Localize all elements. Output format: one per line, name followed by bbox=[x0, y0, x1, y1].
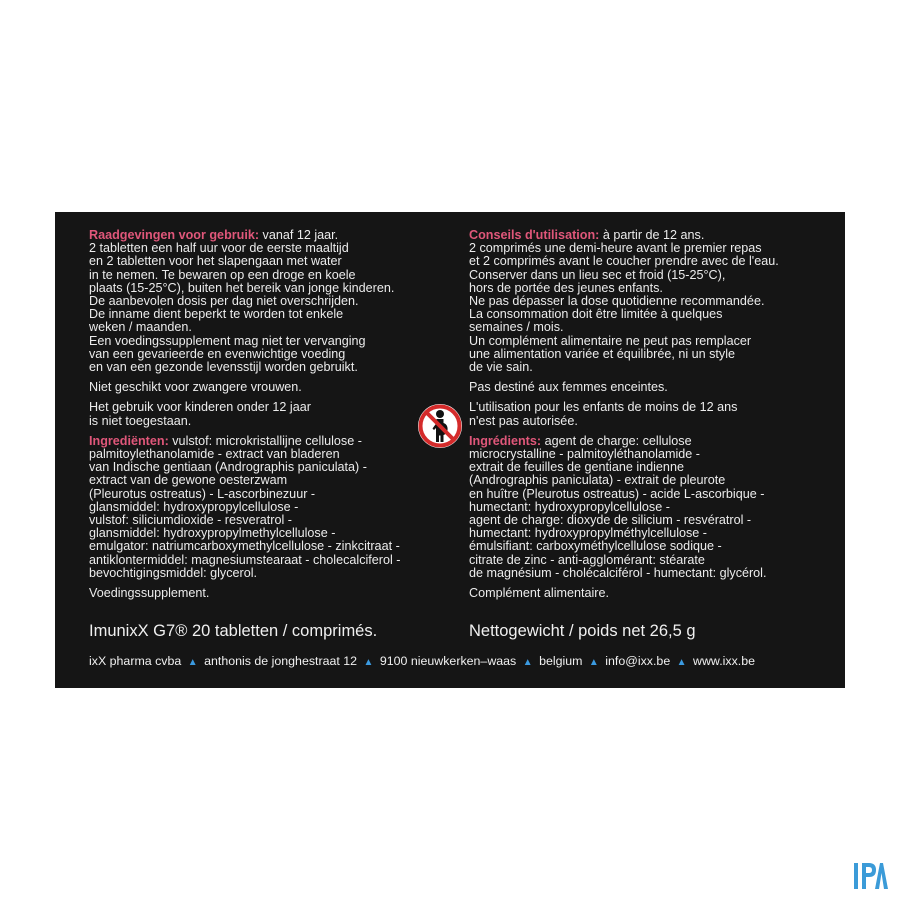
supplement-label: Complément alimentaire. bbox=[469, 586, 609, 601]
usage-heading: Conseils d'utilisation: bbox=[469, 228, 600, 242]
supplement-label: Voedingssupplement. bbox=[89, 586, 210, 601]
ingredients-line: agent de charge: dioxyde de silicium - resvératrol - bbox=[469, 513, 752, 528]
usage-line: Conserver dans un lieu sec et froid (15-25°C), bbox=[469, 267, 726, 282]
triangle-separator-icon: ▲ bbox=[363, 657, 374, 668]
triangle-separator-icon: ▲ bbox=[187, 657, 198, 668]
usage-line: Un complément alimentaire ne peut pas remplacer bbox=[469, 333, 752, 348]
net-weight: Nettogewicht / poids net 26,5 g bbox=[469, 622, 696, 640]
children-warning-line: Het gebruik voor kinderen onder 12 jaar bbox=[89, 400, 311, 415]
company-email: info@ixx.be bbox=[605, 654, 671, 668]
french-column bbox=[469, 229, 829, 600]
usage-line: van een gevarieerde en evenwichtige voeding bbox=[89, 346, 346, 361]
pregnancy-warning: Niet geschikt voor zwangere vrouwen. bbox=[89, 380, 302, 395]
no-pregnancy-icon bbox=[416, 402, 464, 450]
ingredients-line: antiklontermiddel: magnesiumstearaat - cholecalciferol - bbox=[89, 552, 401, 567]
company-country: belgium bbox=[539, 654, 583, 668]
company-website: www.ixx.be bbox=[693, 654, 756, 668]
usage-line: 2 comprimés une demi-heure avant le premier repas bbox=[469, 241, 762, 256]
ingredients-line: vulstof: siliciumdioxide - resveratrol - bbox=[89, 513, 292, 528]
usage-line: et 2 comprimés avant le coucher prendre avec de l'eau. bbox=[469, 254, 779, 269]
ingredients-line: (Pleurotus ostreatus) - L-ascorbinezuur - bbox=[89, 486, 316, 501]
usage-line: de vie sain. bbox=[469, 360, 533, 375]
usage-heading: Raadgevingen voor gebruik: bbox=[89, 228, 260, 242]
dutch-column bbox=[89, 229, 434, 600]
children-warning-line: L'utilisation pour les enfants de moins de 12 ans bbox=[469, 400, 738, 415]
usage-line: une alimentation variée et équilibrée, ni un style bbox=[469, 346, 736, 361]
ingredients-line: extrait de feuilles de gentiane indienne bbox=[469, 460, 684, 475]
ingredients-line: glansmiddel: hydroxypropylcellulose - bbox=[89, 499, 299, 514]
company-footer bbox=[89, 654, 755, 668]
ipa-logo-icon bbox=[852, 859, 892, 893]
ingredients-start: agent de charge: cellulose bbox=[541, 433, 692, 448]
ingredients-line: émulsifiant: carboxyméthylcellulose sodique - bbox=[469, 539, 722, 554]
ingredients-line: van Indische gentiaan (Andrographis paniculata) - bbox=[89, 460, 367, 475]
ingredients-line: glansmiddel: hydroxypropylmethylcellulose - bbox=[89, 526, 336, 541]
company-city: 9100 nieuwkerken–waas bbox=[379, 654, 517, 668]
triangle-separator-icon: ▲ bbox=[522, 657, 533, 668]
usage-age: vanaf 12 jaar. bbox=[259, 228, 339, 242]
usage-line: in te nemen. Te bewaren op een droge en koele bbox=[89, 267, 356, 282]
triangle-separator-icon: ▲ bbox=[588, 657, 599, 668]
usage-line: weken / maanden. bbox=[89, 320, 192, 335]
triangle-separator-icon: ▲ bbox=[676, 657, 687, 668]
company-name: ixX pharma cvba bbox=[89, 654, 182, 668]
usage-line: plaats (15-25°C), buiten het bereik van jonge kinderen. bbox=[89, 280, 395, 295]
ingredients-line: (Andrographis paniculata) - extrait de pleurote bbox=[469, 473, 726, 488]
ingredients-line: de magnésium - cholécalciférol - humectant: glycérol. bbox=[469, 565, 767, 580]
usage-line: en van een gezonde levensstijl worden gebruikt. bbox=[89, 360, 358, 375]
usage-line: Ne pas dépasser la dose quotidienne recommandée. bbox=[469, 294, 765, 309]
ingredients-line: emulgator: natriumcarboxymethylcellulose - zinkcitraat - bbox=[89, 539, 400, 554]
usage-line: De inname dient beperkt te worden tot enkele bbox=[89, 307, 344, 322]
ingredients-start: vulstof: microkristallijne cellulose - bbox=[168, 433, 362, 448]
company-street: anthonis de jonghestraat 12 bbox=[204, 654, 358, 668]
ingredients-line: extract van de gewone oesterzwam bbox=[89, 473, 288, 488]
usage-age: à partir de 12 ans. bbox=[599, 228, 705, 242]
usage-line: hors de portée des jeunes enfants. bbox=[469, 280, 663, 295]
usage-line: 2 tabletten een half uur voor de eerste maaltijd bbox=[89, 241, 349, 256]
ingredients-heading: Ingrediënten: bbox=[89, 433, 169, 448]
ingredients-line: microcrystalline - palmitoyléthanolamide - bbox=[469, 447, 700, 462]
usage-line: semaines / mois. bbox=[469, 320, 564, 335]
usage-line: en 2 tabletten voor het slapengaan met water bbox=[89, 254, 342, 269]
ingredients-line: humectant: hydroxypropylméthylcellulose - bbox=[469, 526, 707, 541]
children-warning-line: n'est pas autorisée. bbox=[469, 413, 578, 428]
pregnancy-warning: Pas destiné aux femmes enceintes. bbox=[469, 380, 668, 395]
product-label bbox=[55, 212, 845, 688]
ingredients-line: bevochtigingsmiddel: glycerol. bbox=[89, 565, 258, 580]
ingredients-line: humectant: hydroxypropylcellulose - bbox=[469, 499, 670, 514]
ingredients-line: en huître (Pleurotus ostreatus) - acide L-ascorbique - bbox=[469, 486, 765, 501]
ingredients-line: citrate de zinc - anti-agglomérant: stéarate bbox=[469, 552, 705, 567]
usage-line: Een voedingssupplement mag niet ter vervanging bbox=[89, 333, 366, 348]
product-name: ImunixX G7® 20 tabletten / comprimés. bbox=[89, 622, 378, 640]
usage-line: La consommation doit être limitée à quelques bbox=[469, 307, 723, 322]
ingredients-line: palmitoylethanolamide - extract van bladeren bbox=[89, 447, 340, 462]
ingredients-heading: Ingrédients: bbox=[469, 433, 542, 448]
children-warning-line: is niet toegestaan. bbox=[89, 413, 192, 428]
usage-line: De aanbevolen dosis per dag niet overschrijden. bbox=[89, 294, 359, 309]
